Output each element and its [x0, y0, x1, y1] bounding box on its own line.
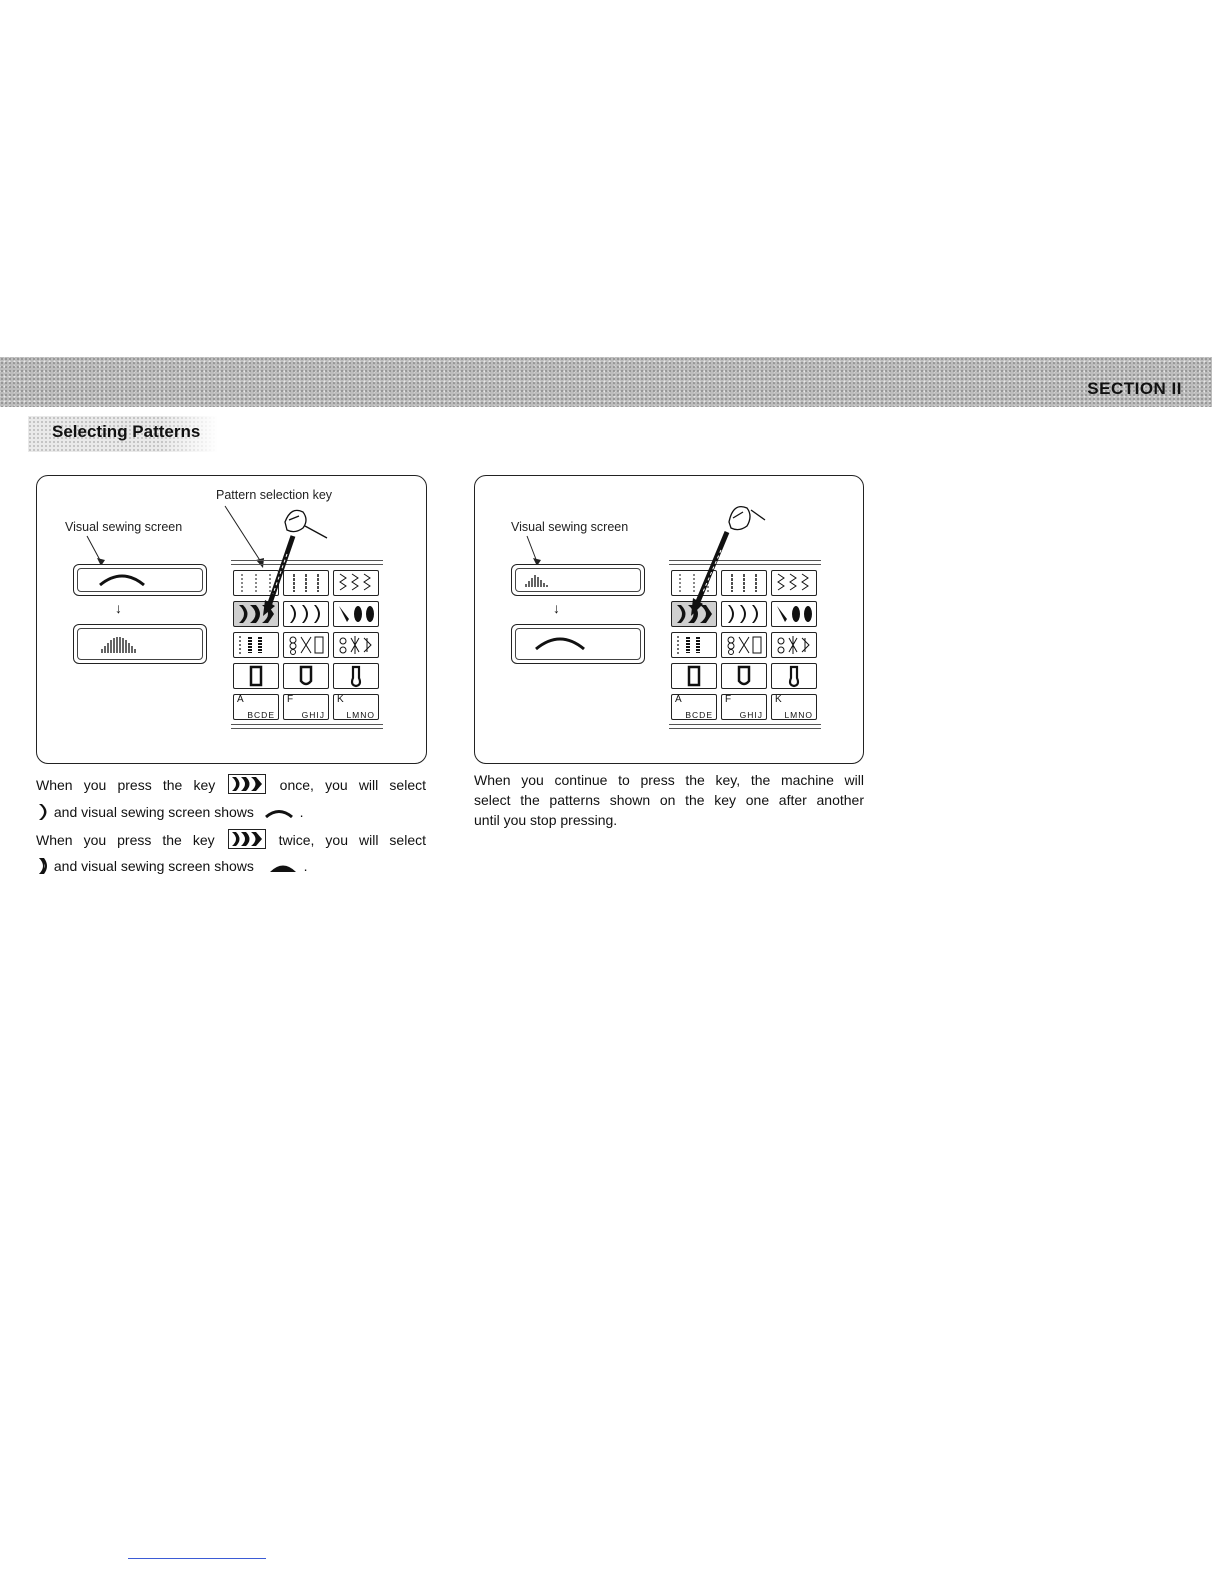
left-text-line-2-end: .: [299, 804, 304, 820]
scallop-moon-icon: [36, 803, 50, 821]
left-text-line-2-text: and visual sewing screen shows: [53, 804, 254, 820]
filled-half-moon-icon: [36, 857, 50, 875]
screen-caption-right: Visual sewing screen: [511, 520, 629, 534]
left-text-line-1b: once, you will select: [279, 777, 426, 793]
finger-press-icon-right: [475, 476, 863, 763]
arch-screen-icon: [262, 805, 296, 819]
letter-key-a-bottom: BCDE: [685, 710, 713, 720]
right-text-line-3: until you stop pressing.: [474, 812, 618, 828]
letter-key-k-bottom: LMNO: [346, 710, 375, 720]
screen-caption: Visual sewing screen: [65, 520, 183, 534]
pattern-key-caption: Pattern selection key: [216, 488, 333, 502]
letter-key-a-top: A: [237, 694, 244, 705]
bottom-rule: [128, 1558, 266, 1559]
left-text-line-3: [36, 829, 426, 850]
letter-key-f-bottom: GHIJ: [739, 710, 763, 720]
letter-key-f-top: F: [287, 694, 294, 705]
left-figure-panel: [36, 475, 427, 764]
pattern-key-inline-icon-2: [228, 829, 266, 849]
section-label: SECTION II: [1087, 379, 1182, 398]
left-text-line-3b: twice, you will select: [278, 832, 426, 848]
filled-mound-screen-icon: [266, 859, 300, 873]
right-text-line-2: select the patterns shown on the key one after another: [474, 792, 864, 808]
pattern-key-inline-icon: [228, 774, 266, 794]
left-text-line-1: [36, 774, 426, 795]
letter-key-a-top: A: [675, 694, 682, 705]
left-text-line-4: [36, 856, 426, 876]
letter-key-k-top: K: [775, 694, 782, 705]
letter-key-k-bottom: LMNO: [784, 710, 813, 720]
left-text-line-4-text: and visual sewing screen shows: [53, 858, 254, 874]
right-figure-panel: [474, 475, 864, 764]
letter-key-f-bottom: GHIJ: [301, 710, 325, 720]
left-text-line-3a: When you press the key: [36, 832, 215, 848]
section-header-band: [0, 357, 1212, 407]
right-text-line-1: When you continue to press the key, the machine will: [474, 772, 864, 788]
letter-key-f-top: F: [725, 694, 732, 705]
page-subtitle: Selecting Patterns: [52, 422, 201, 441]
left-text-line-2: [36, 802, 426, 822]
left-text-line-1a: When you press the key: [36, 777, 216, 793]
left-text-line-4-end: .: [303, 858, 308, 874]
finger-press-icon: [37, 476, 426, 763]
letter-key-a-bottom: BCDE: [247, 710, 275, 720]
letter-key-k-top: K: [337, 694, 344, 705]
down-arrow-icon: ↓: [115, 600, 122, 616]
down-arrow-icon-right: ↓: [553, 600, 560, 616]
